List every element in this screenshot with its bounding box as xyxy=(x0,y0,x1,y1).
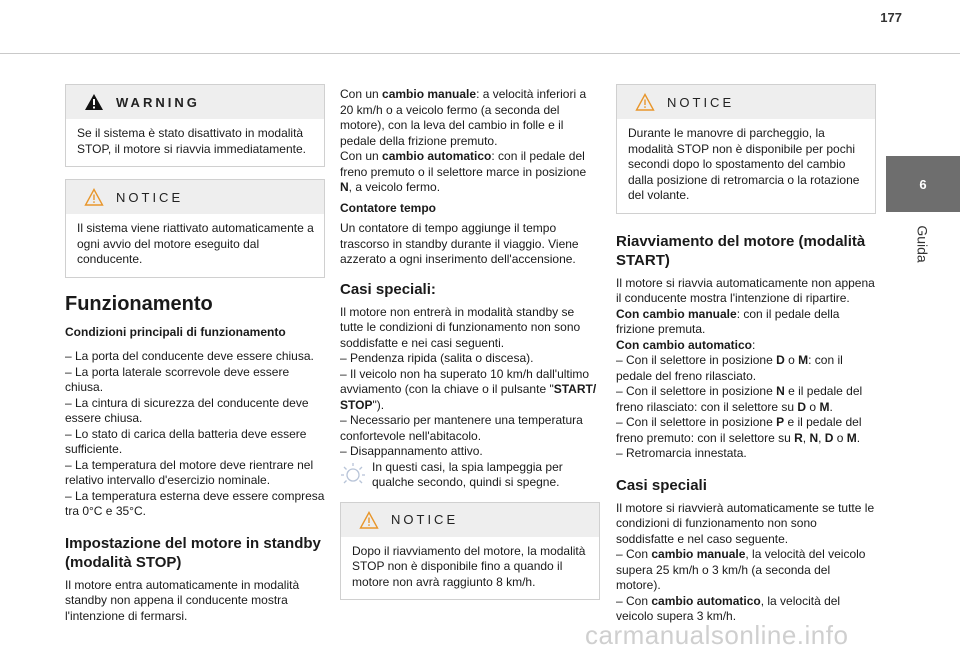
list-item: – Pendenza ripida (salita o discesa). xyxy=(340,351,534,365)
special-intro: Il motore non entrerà in modalità standby se tutte le condizioni di funzionamento non sono soddisfatte e nei casi seguenti. xyxy=(340,304,581,350)
notice-title-2: NOTICE xyxy=(391,512,459,527)
standby-text: Il motore entra automaticamente in modalità standby non appena il conducente mostra l'intenzione di fermarsi. xyxy=(65,577,300,623)
column-2 xyxy=(340,87,600,600)
list-item: – Il veicolo non ha superato 10 km/h dall'ultimo avviamento (con la chiave o il pulsante "START/ STOP"). xyxy=(340,366,597,412)
special-cases-list-2 xyxy=(616,501,876,625)
restart-auto-label: Con cambio automatico: xyxy=(616,337,756,352)
restart-text xyxy=(616,276,876,462)
page-number: 177 xyxy=(880,10,902,25)
chapter-title: Guida xyxy=(914,225,931,263)
notice-header-2 xyxy=(341,503,599,537)
list-item: – La porta laterale scorrevole deve essere chiusa. xyxy=(65,364,290,394)
list-item: – Con il selettore in posizione P e il pedale del freno premuto: con il selettore su R, N, D o M. xyxy=(616,415,862,445)
notice-box-1 xyxy=(65,179,325,278)
restart-intro: Il motore si riavvia automaticamente non appena il conducente mostra l'intenzione di ripartire. xyxy=(616,275,875,305)
notice-text-3: Durante le manovre di parcheggio, la modalità STOP non è disponibile per pochi secondi dopo lo spostamento del cambio dalla posizione di retromarcia o la rotazione del volante. xyxy=(628,126,860,202)
list-item: – La temperatura del motore deve rientrare nel relativo intervallo d'esercizio nominale. xyxy=(65,457,314,487)
warning-text: Se il sistema è stato disattivato in modalità STOP, il motore si riavvia immediatamente. xyxy=(77,126,306,156)
manual-gearbox-text: Con un cambio manuale: a velocità inferiori a 20 km/h o a veicolo fermo (a seconda del motore), con la leva del cambio in folle e il pedale della frizione premuto. xyxy=(340,87,587,148)
notice-box-2 xyxy=(340,502,600,601)
watermark: carmanualsonline.info xyxy=(585,620,849,650)
chapter-number: 6 xyxy=(919,176,927,192)
special-cases-list xyxy=(340,305,600,460)
auto-gearbox-text: Con un cambio automatico: con il pedale del freno premuto o il selettore marce in posizione N, a veicolo fermo. xyxy=(340,149,587,194)
heading-special-cases-2: Casi speciali xyxy=(616,476,707,494)
notice-icon xyxy=(359,511,379,529)
notice-title-3: NOTICE xyxy=(667,94,735,110)
indicator-text: In questi casi, la spia lampeggia per qualche secondo, quindi si spegne. xyxy=(372,459,563,489)
section-heading-funzionamento: Funzionamento xyxy=(65,292,213,315)
notice-header-1 xyxy=(66,180,324,214)
notice-text-1: Il sistema viene riattivato automaticamente a ogni avvio del motore eseguito dal conducente. xyxy=(77,221,314,266)
warning-header xyxy=(66,85,324,119)
list-item: – Con il selettore in posizione N e il pedale del freno rilasciato: con il selettore su D o M. xyxy=(616,384,863,414)
warning-box xyxy=(65,84,325,167)
heading-special-cases: Casi speciali: xyxy=(340,280,436,298)
header-rule xyxy=(0,53,960,54)
column-1 xyxy=(65,84,325,624)
heading-standby: Impostazione del motore in standby (modalità STOP) xyxy=(65,534,321,571)
subheading-conditions: Condizioni principali di funzionamento xyxy=(65,324,286,339)
indicator-info xyxy=(340,460,600,491)
list-item: – Lo stato di carica della batteria deve essere sufficiente. xyxy=(65,426,307,456)
counter-text: Un contatore di tempo aggiunge il tempo trascorso in standby durante il viaggio. Viene azzerato a ogni inserimento dell'accensione. xyxy=(340,221,579,266)
warning-icon xyxy=(84,93,104,111)
warning-title: WARNING xyxy=(116,94,200,110)
list-item: – Con il selettore in posizione D o M: con il pedale del freno rilasciato. xyxy=(616,353,843,383)
indicator-lamp-icon xyxy=(340,461,366,487)
chapter-label xyxy=(886,214,960,274)
list-item: – Retromarcia innestata. xyxy=(616,446,747,460)
conditions-list xyxy=(65,349,325,520)
heading-restart: Riavviamento del motore (modalità START) xyxy=(616,232,866,269)
list-item: – Necessario per mantenere una temperatura confortevole nell'abitacolo. xyxy=(340,413,583,443)
list-item: – La temperatura esterna deve essere compresa tra 0°C e 35°C. xyxy=(65,488,325,518)
special-intro: Il motore si riavvierà automaticamente se tutte le condizioni di funzionamento non sono soddisfatte e nel caso seguente. xyxy=(616,500,875,546)
list-item: – La porta del conducente deve essere chiusa. xyxy=(65,349,314,363)
notice-header-3 xyxy=(617,85,875,119)
notice-box-3 xyxy=(616,84,876,214)
restart-manual: Con cambio manuale: con il pedale della frizione premuta. xyxy=(616,306,840,336)
notice-title-1: NOTICE xyxy=(116,189,184,205)
notice-icon xyxy=(635,93,655,111)
heading-counter: Contatore tempo xyxy=(340,200,436,215)
list-item: – Con cambio manuale, la velocità del veicolo supera 25 km/h o 3 km/h (a seconda del motore). xyxy=(616,547,866,592)
chapter-tab[interactable] xyxy=(886,156,960,212)
notice-text-2: Dopo il riavviamento del motore, la modalità STOP non è disponibile fino a quando il motore non avrà raggiunto 8 km/h. xyxy=(352,543,586,589)
notice-icon xyxy=(84,188,104,206)
list-item: – La cintura di sicurezza del conducente deve essere chiusa. xyxy=(65,395,309,425)
column-3 xyxy=(616,84,876,625)
list-item: – Disappannamento attivo. xyxy=(340,444,483,458)
list-item: – Con cambio automatico, la velocità del veicolo supera 3 km/h. xyxy=(616,593,841,623)
